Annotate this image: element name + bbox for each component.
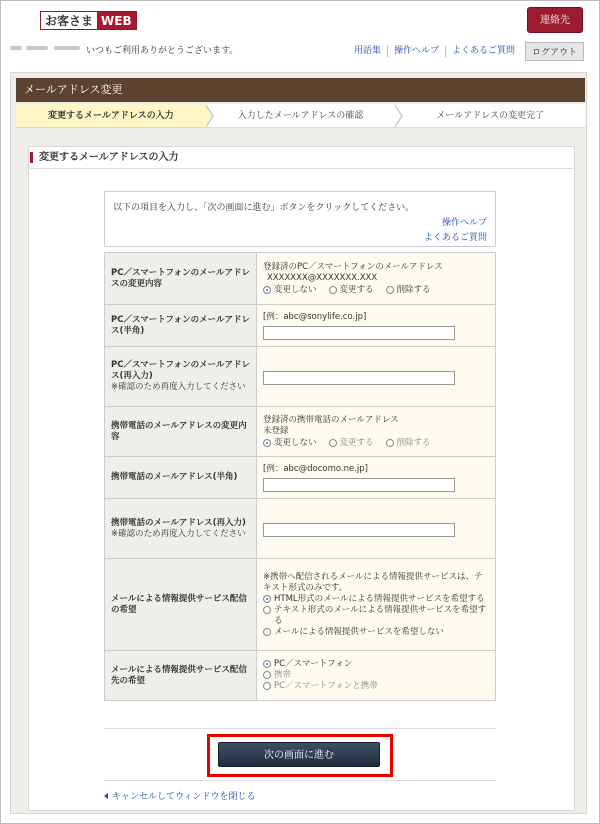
pc-email-input[interactable] bbox=[263, 326, 455, 340]
divider bbox=[104, 780, 496, 781]
pc-email-reenter-input[interactable] bbox=[263, 371, 455, 385]
table-row bbox=[105, 457, 496, 499]
logout-button[interactable]: ログアウト bbox=[525, 42, 584, 61]
mobile-radio-delete[interactable]: 削除する bbox=[386, 438, 431, 449]
radio-icon bbox=[263, 671, 271, 679]
info-service-notice: ※携帯へ配信されるメールによる情報提供サービスは、テキスト形式のみです。 bbox=[263, 571, 483, 593]
radio-checked-icon bbox=[263, 286, 271, 294]
mobile-email-reenter-input[interactable] bbox=[263, 523, 455, 537]
radio-icon bbox=[386, 286, 394, 294]
divider bbox=[104, 728, 496, 729]
intro-text: 以下の項目を入力し、「次の画面に進む」ボタンをクリックしてください。 bbox=[113, 203, 415, 213]
cancel-link[interactable] bbox=[104, 789, 255, 802]
table-row bbox=[105, 253, 496, 305]
step-3 bbox=[395, 104, 585, 127]
mobile-address-label: 携帯電話のメールアドレス(半角) bbox=[105, 457, 257, 499]
intro-box bbox=[104, 191, 496, 247]
step-arrow-icon bbox=[395, 104, 403, 128]
pc-address-label: PC／スマートフォンのメールアドレス(半角) bbox=[105, 305, 257, 347]
radio-icon bbox=[263, 682, 271, 690]
info-radio-html[interactable]: HTML形式のメールによる情報提供サービスを希望する bbox=[263, 594, 489, 605]
mobile-reenter-note: ※確認のため再度入力してください bbox=[111, 528, 246, 539]
pc-address-example: [例：abc@sonylife.co.jp] bbox=[263, 311, 367, 322]
radio-icon bbox=[263, 628, 271, 636]
table-row bbox=[105, 305, 496, 347]
step-indicator bbox=[16, 104, 585, 128]
cancel-label: キャンセルしてウィンドウを閉じる bbox=[112, 792, 256, 802]
greeting-text: いつもご利用ありがとうございます。 bbox=[86, 46, 239, 56]
radio-checked-icon bbox=[263, 595, 271, 603]
info-destination-label: メールによる情報提供サービス配信先の希望 bbox=[105, 651, 257, 701]
logo-text: お客さま bbox=[41, 12, 97, 29]
step-1-label: 変更するメールアドレスの入力 bbox=[48, 111, 174, 121]
faq-link[interactable]: よくあるご質問 bbox=[451, 46, 515, 56]
info-radio-none[interactable]: メールによる情報提供サービスを希望しない bbox=[263, 627, 489, 638]
section-title: 変更するメールアドレスの入力 bbox=[30, 152, 179, 163]
mobile-registered-value: 未登録 bbox=[263, 425, 289, 436]
pc-registered-label: 登録済のPC／スマートフォンのメールアドレス bbox=[263, 261, 443, 272]
info-radio-text[interactable]: テキスト形式のメールによる情報提供サービスを希望する bbox=[263, 605, 489, 627]
email-form-table bbox=[104, 252, 496, 701]
header-links bbox=[348, 42, 584, 61]
pc-radio-no-change[interactable]: 変更しない bbox=[263, 285, 317, 296]
mobile-radio-change[interactable]: 変更する bbox=[329, 438, 374, 449]
pc-reenter-note: ※確認のため再度入力してください bbox=[111, 382, 246, 392]
pc-registered-value: XXXXXXX@XXXXXXX.XXX bbox=[267, 272, 378, 283]
contact-button[interactable]: 連絡先 bbox=[527, 7, 583, 33]
pc-change-label: PC／スマートフォンのメールアドレスの変更内容 bbox=[105, 253, 257, 305]
mobile-email-input[interactable] bbox=[263, 478, 455, 492]
radio-checked-icon bbox=[263, 439, 271, 447]
radio-icon bbox=[329, 439, 337, 447]
mobile-registered-label: 登録済の携帯電話のメールアドレス bbox=[263, 414, 399, 425]
pc-radio-change[interactable]: 変更する bbox=[329, 285, 374, 296]
table-row bbox=[105, 407, 496, 457]
glossary-link[interactable]: 用語集 bbox=[348, 46, 388, 57]
table-row bbox=[105, 499, 496, 559]
dest-radio-both[interactable]: PC／スマートフォンと携帯 bbox=[263, 681, 489, 692]
intro-faq-link[interactable]: よくあるご質問 bbox=[423, 233, 487, 243]
step-1 bbox=[16, 104, 206, 127]
logo-web: WEB bbox=[97, 12, 136, 29]
step-3-label: メールアドレスの変更完了 bbox=[436, 111, 544, 121]
mobile-address-example: [例：abc@docomo.ne.jp] bbox=[263, 463, 368, 474]
radio-icon bbox=[329, 286, 337, 294]
mobile-radio-no-change[interactable]: 変更しない bbox=[263, 438, 317, 449]
dest-radio-pc[interactable]: PC／スマートフォン bbox=[263, 659, 489, 670]
radio-icon bbox=[263, 606, 271, 614]
mobile-change-radio-group bbox=[263, 438, 489, 449]
logo bbox=[40, 11, 137, 30]
table-row bbox=[105, 559, 496, 651]
next-button[interactable]: 次の画面に進む bbox=[218, 742, 380, 767]
radio-icon bbox=[386, 439, 394, 447]
page-title: メールアドレス変更 bbox=[16, 78, 585, 102]
divider bbox=[30, 168, 573, 169]
step-2 bbox=[206, 104, 396, 127]
info-service-label: メールによる情報提供サービス配信の希望 bbox=[105, 559, 257, 651]
mobile-change-label: 携帯電話のメールアドレスの変更内容 bbox=[105, 407, 257, 457]
step-2-label: 入力したメールアドレスの確認 bbox=[237, 111, 364, 121]
table-row bbox=[105, 347, 496, 407]
pc-radio-delete[interactable]: 削除する bbox=[386, 285, 431, 296]
radio-checked-icon bbox=[263, 660, 271, 668]
dest-radio-mobile[interactable]: 携帯 bbox=[263, 670, 489, 681]
help-link[interactable]: 操作ヘルプ bbox=[388, 46, 446, 57]
arrow-left-icon bbox=[104, 793, 108, 799]
intro-help-link[interactable]: 操作ヘルプ bbox=[441, 218, 487, 228]
user-name-blurred bbox=[10, 44, 80, 52]
step-arrow-icon bbox=[206, 104, 214, 128]
pc-reenter-label: PC／スマートフォンのメールアドレス(再入力) bbox=[111, 360, 250, 381]
mobile-reenter-label: 携帯電話のメールアドレス(再入力) bbox=[111, 517, 246, 528]
table-row bbox=[105, 651, 496, 701]
pc-change-radio-group bbox=[263, 285, 489, 296]
